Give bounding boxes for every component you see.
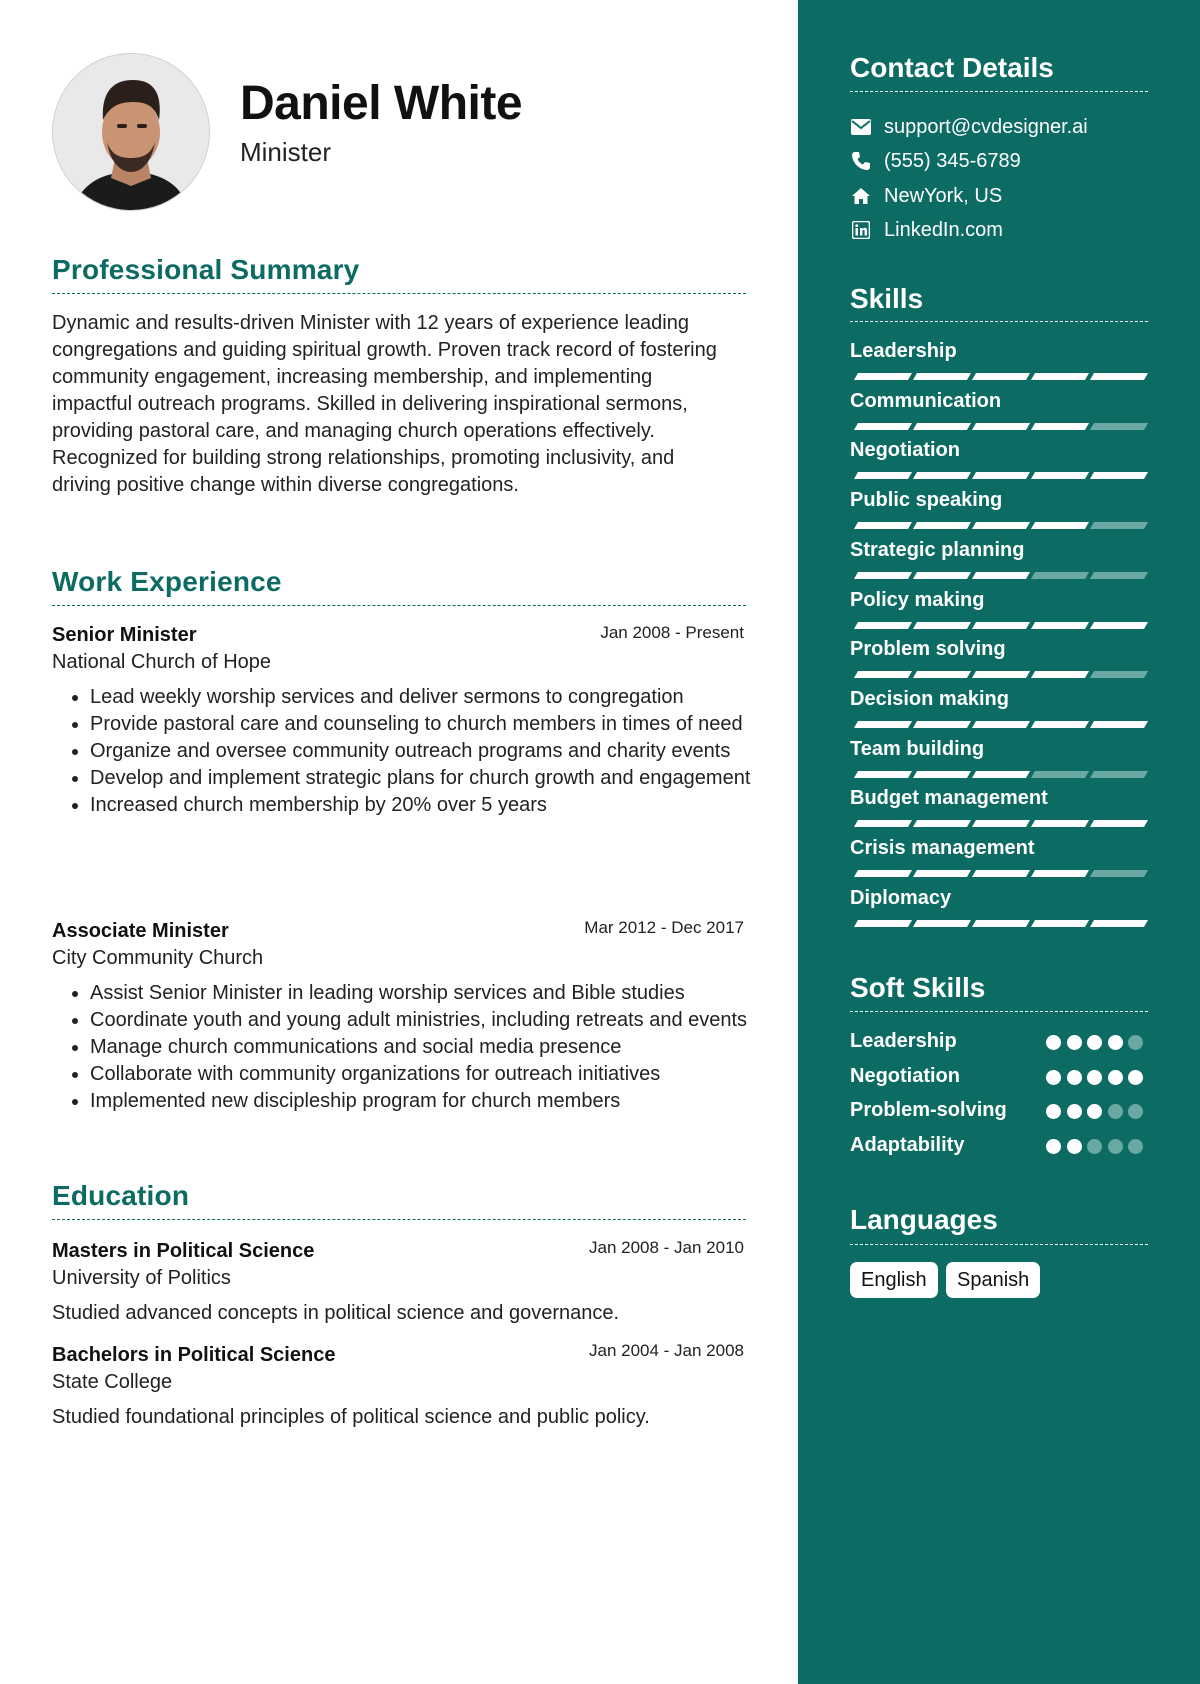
skill-level-segment <box>1090 920 1148 927</box>
skill-level-segment <box>1090 572 1148 579</box>
skill-level-bar <box>852 771 1146 778</box>
skill-level-segment <box>1090 820 1148 827</box>
skill-level-bar <box>852 820 1146 827</box>
job-title: Senior Minister <box>52 624 197 646</box>
contact-phone-text: (555) 345-6789 <box>884 149 1021 172</box>
rating-dot <box>1108 1035 1123 1050</box>
summary-divider <box>52 293 746 294</box>
list-item: • Increased church membership by 20% over 5 years <box>90 792 770 819</box>
rating-dot <box>1067 1139 1082 1154</box>
skill-name: Budget management <box>850 787 1048 809</box>
list-item: • Lead weekly worship services and deliver sermons to congregation <box>90 684 770 711</box>
degree-title: Masters in Political Science <box>52 1240 315 1262</box>
skill-name: Negotiation <box>850 439 960 461</box>
skill-item <box>850 439 1148 462</box>
candidate-name: Daniel White <box>240 77 523 130</box>
soft-skill-rating <box>1046 1035 1146 1051</box>
skills-divider <box>850 321 1148 322</box>
skill-level-segment <box>972 920 1030 927</box>
skill-level-segment <box>913 671 971 678</box>
soft-skill-name: Negotiation <box>850 1065 960 1087</box>
skill-level-segment <box>1031 671 1089 678</box>
skill-level-segment <box>854 671 912 678</box>
skill-level-bar <box>852 472 1146 479</box>
skill-level-segment <box>854 373 912 380</box>
skill-level-segment <box>1090 671 1148 678</box>
skill-level-segment <box>1031 472 1089 479</box>
list-item: • Implemented new discipleship program for church members <box>90 1088 770 1115</box>
job-title: Associate Minister <box>52 920 229 942</box>
skill-level-segment <box>1031 522 1089 529</box>
contact-location <box>850 182 1002 210</box>
degree-description: Studied advanced concepts in political science and governance. <box>52 1302 620 1324</box>
skill-name: Public speaking <box>850 489 1003 511</box>
soft-skill-item <box>850 1134 1148 1162</box>
skill-name: Crisis management <box>850 837 1035 859</box>
skill-level-segment <box>913 472 971 479</box>
skill-level-segment <box>854 423 912 430</box>
skill-item <box>850 489 1148 512</box>
soft-skill-rating <box>1046 1139 1146 1155</box>
languages-heading: Languages <box>850 1204 998 1235</box>
skill-level-bar <box>852 721 1146 728</box>
skill-level-segment <box>913 522 971 529</box>
list-item: • Collaborate with community organizations for outreach initiatives <box>90 1061 770 1088</box>
contact-divider <box>850 91 1148 92</box>
soft-skill-item <box>850 1099 1148 1127</box>
language-badge: Spanish <box>946 1262 1040 1298</box>
degree-description: Studied foundational principles of political science and public policy. <box>52 1406 650 1428</box>
skill-level-segment <box>1090 472 1148 479</box>
skill-level-segment <box>854 572 912 579</box>
rating-dot <box>1128 1104 1143 1119</box>
degree-dates: Jan 2004 - Jan 2008 <box>588 1341 744 1360</box>
skill-level-segment <box>972 820 1030 827</box>
skill-level-segment <box>854 771 912 778</box>
experience-divider <box>52 605 746 606</box>
list-item: • Provide pastoral care and counseling to church members in times of need <box>90 711 770 738</box>
rating-dot <box>1108 1104 1123 1119</box>
skill-level-segment <box>1090 771 1148 778</box>
skill-item <box>850 787 1148 810</box>
skill-level-segment <box>972 622 1030 629</box>
skill-level-segment <box>913 771 971 778</box>
skill-item <box>850 539 1148 562</box>
skill-level-segment <box>972 721 1030 728</box>
skill-level-segment <box>1090 721 1148 728</box>
rating-dot <box>1046 1035 1061 1050</box>
skill-item <box>850 688 1148 711</box>
contact-email-text: support@cvdesigner.ai <box>884 115 1088 138</box>
education-heading: Education <box>52 1180 190 1211</box>
skill-level-segment <box>1031 820 1089 827</box>
skill-level-segment <box>1031 373 1089 380</box>
skill-level-segment <box>1090 622 1148 629</box>
skill-level-segment <box>913 423 971 430</box>
rating-dot <box>1087 1139 1102 1154</box>
skill-level-segment <box>854 522 912 529</box>
skill-level-segment <box>854 622 912 629</box>
summary-heading: Professional Summary <box>52 254 360 285</box>
skill-level-segment <box>1031 572 1089 579</box>
experience-heading: Work Experience <box>52 566 282 597</box>
skill-level-segment <box>1031 870 1089 877</box>
contact-phone[interactable] <box>850 147 1021 175</box>
phone-icon <box>850 150 872 172</box>
skill-level-segment <box>913 373 971 380</box>
soft-skill-name: Leadership <box>850 1030 957 1052</box>
skill-item <box>850 589 1148 612</box>
home-icon <box>850 185 872 207</box>
avatar <box>52 53 210 211</box>
linkedin-icon <box>850 219 872 241</box>
list-item: • Assist Senior Minister in leading worship services and Bible studies <box>90 980 770 1007</box>
skill-level-segment <box>972 671 1030 678</box>
list-item: • Coordinate youth and young adult ministries, including retreats and events <box>90 1007 770 1034</box>
soft-skills-heading: Soft Skills <box>850 972 986 1003</box>
rating-dot <box>1046 1139 1061 1154</box>
rating-dot <box>1046 1070 1061 1085</box>
degree-title: Bachelors in Political Science <box>52 1344 336 1366</box>
skill-item <box>850 638 1148 661</box>
rating-dot <box>1128 1070 1143 1085</box>
skill-level-segment <box>1031 622 1089 629</box>
contact-linkedin-text: LinkedIn.com <box>884 218 1003 241</box>
skill-level-segment <box>854 721 912 728</box>
education-divider <box>52 1219 746 1220</box>
skill-name: Leadership <box>850 340 957 362</box>
job-organization: City Community Church <box>52 947 264 969</box>
skill-name: Strategic planning <box>850 539 1025 561</box>
rating-dot <box>1108 1139 1123 1154</box>
soft-skill-rating <box>1046 1104 1146 1120</box>
job-organization: National Church of Hope <box>52 651 272 673</box>
soft-skill-item <box>850 1030 1148 1058</box>
contact-location-text: NewYork, US <box>884 184 1003 207</box>
skill-item <box>850 837 1148 860</box>
skill-item <box>850 887 1148 910</box>
skill-level-segment <box>1090 870 1148 877</box>
skills-heading: Skills <box>850 283 924 314</box>
job-bullets <box>52 684 770 819</box>
list-item: • Manage church communications and social media presence <box>90 1034 770 1061</box>
school-name: State College <box>52 1371 173 1393</box>
skill-level-segment <box>1090 373 1148 380</box>
soft-skill-item <box>850 1065 1148 1093</box>
contact-linkedin[interactable] <box>850 216 1003 244</box>
list-item: • Develop and implement strategic plans for church growth and engagement <box>90 765 770 792</box>
contact-heading: Contact Details <box>850 52 1054 83</box>
skill-name: Decision making <box>850 688 1009 710</box>
skill-level-segment <box>972 522 1030 529</box>
skill-level-segment <box>1090 522 1148 529</box>
skill-item <box>850 340 1148 363</box>
skill-level-segment <box>972 423 1030 430</box>
soft-skills-divider <box>850 1011 1148 1012</box>
skill-level-bar <box>852 870 1146 877</box>
skill-item <box>850 738 1148 761</box>
degree-dates: Jan 2008 - Jan 2010 <box>588 1238 744 1257</box>
skill-level-bar <box>852 920 1146 927</box>
skill-level-segment <box>854 472 912 479</box>
soft-skill-name: Adaptability <box>850 1134 965 1156</box>
skill-level-segment <box>913 721 971 728</box>
skill-name: Communication <box>850 390 1002 412</box>
skill-level-segment <box>913 572 971 579</box>
skill-level-bar <box>852 373 1146 380</box>
rating-dot <box>1087 1070 1102 1085</box>
skill-level-segment <box>972 572 1030 579</box>
skill-name: Policy making <box>850 589 985 611</box>
skill-level-segment <box>972 870 1030 877</box>
language-badge: English <box>850 1262 938 1298</box>
skill-level-bar <box>852 622 1146 629</box>
skill-level-segment <box>854 820 912 827</box>
skill-level-segment <box>913 622 971 629</box>
skill-level-segment <box>854 870 912 877</box>
rating-dot <box>1067 1035 1082 1050</box>
rating-dot <box>1067 1104 1082 1119</box>
rating-dot <box>1046 1104 1061 1119</box>
skill-name: Problem solving <box>850 638 1006 660</box>
skill-level-bar <box>852 572 1146 579</box>
summary-text: Dynamic and results-driven Minister with 12 years of experience leading congregations and guiding spiritual growth. Proven track record of fostering community engagement, increasing membership, and implementing impactful outreach programs. Skilled in delivering inspirational sermons, providing pastoral care, and managing church operations effectively. Recognized for building strong relationships, promoting inclusivity, and driving positive change within diverse congregations. <box>52 312 717 496</box>
skill-level-segment <box>854 920 912 927</box>
skill-name: Team building <box>850 738 985 760</box>
skill-level-segment <box>972 472 1030 479</box>
envelope-icon <box>850 116 872 138</box>
soft-skill-name: Problem-solving <box>850 1099 1007 1121</box>
rating-dot <box>1087 1035 1102 1050</box>
rating-dot <box>1108 1070 1123 1085</box>
job-dates: Mar 2012 - Dec 2017 <box>584 918 744 937</box>
list-item: • Organize and oversee community outreach programs and charity events <box>90 738 770 765</box>
job-dates: Jan 2008 - Present <box>600 623 744 642</box>
rating-dot <box>1128 1139 1143 1154</box>
rating-dot <box>1067 1070 1082 1085</box>
skill-level-bar <box>852 671 1146 678</box>
skill-level-segment <box>972 373 1030 380</box>
skill-level-segment <box>1031 771 1089 778</box>
skill-level-segment <box>1031 721 1089 728</box>
skill-level-segment <box>1031 423 1089 430</box>
skill-level-segment <box>913 870 971 877</box>
candidate-title: Minister <box>240 137 332 167</box>
skill-level-segment <box>1090 423 1148 430</box>
soft-skill-rating <box>1046 1070 1146 1086</box>
school-name: University of Politics <box>52 1267 231 1289</box>
skill-level-segment <box>913 920 971 927</box>
rating-dot <box>1128 1035 1143 1050</box>
skill-name: Diplomacy <box>850 887 952 909</box>
contact-email[interactable] <box>850 113 1088 141</box>
job-bullets <box>52 980 770 1115</box>
skill-level-bar <box>852 522 1146 529</box>
skill-level-bar <box>852 423 1146 430</box>
skill-level-segment <box>972 771 1030 778</box>
skill-level-segment <box>913 820 971 827</box>
skill-item <box>850 390 1148 413</box>
languages-divider <box>850 1244 1148 1245</box>
skill-level-segment <box>1031 920 1089 927</box>
rating-dot <box>1087 1104 1102 1119</box>
